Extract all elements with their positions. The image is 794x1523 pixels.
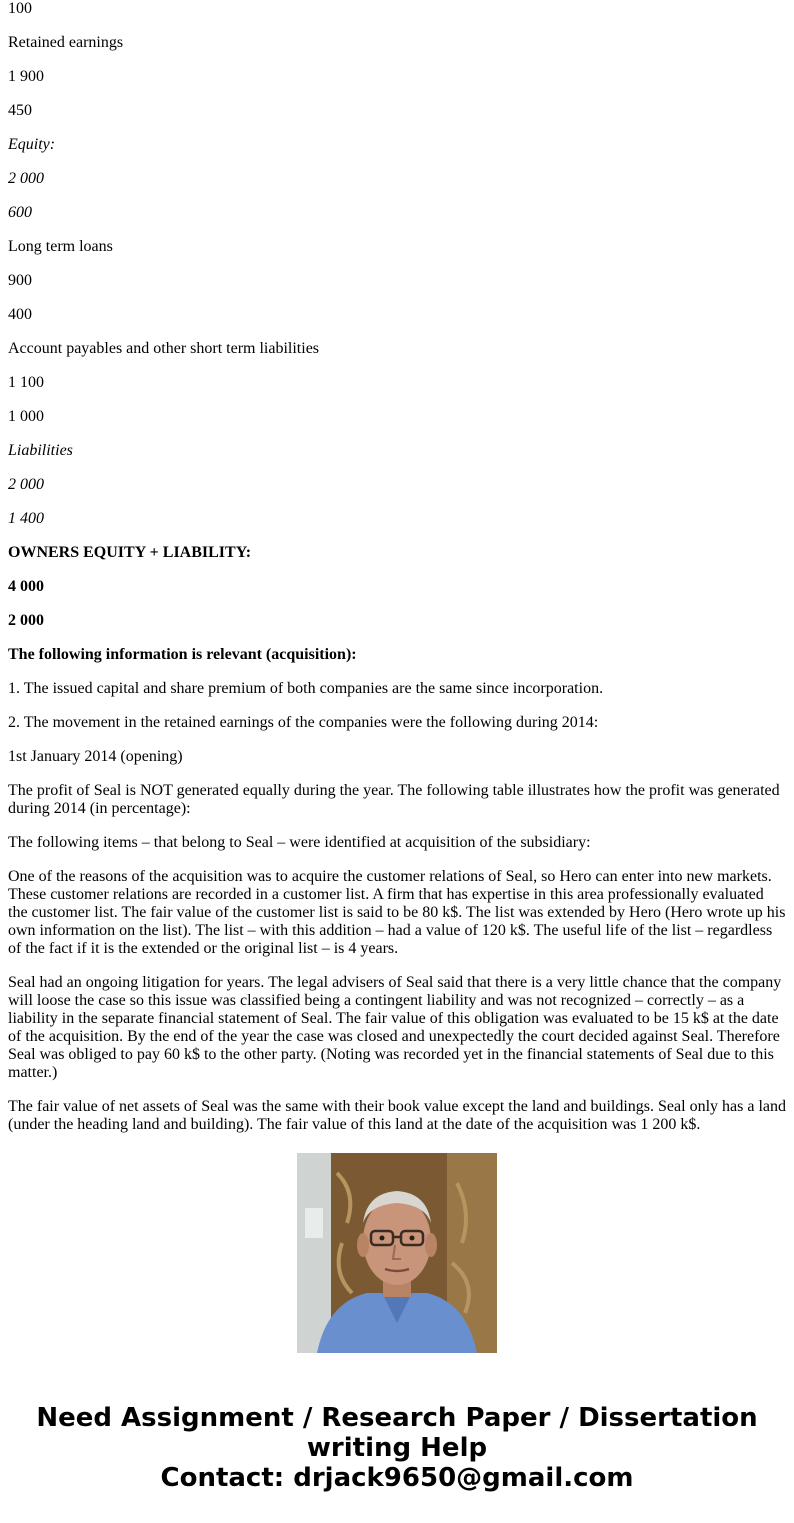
document-paragraph: Seal had an ongoing litigation for years. The legal advisers of Seal said that there is a very little chance that the company will loose the case so this issue was classified being a contingent liability and was not recognized – correctly – as a liability in the separate financial statement of Seal. The fair value of this obligation was evaluated to be 15 k$ at the date of the acquisition. By the end of the year the case was closed and unexpectedly the court decided against Seal. Therefore Seal was obliged to pay 60 k$ to the other party. (Noting was recorded yet in the financial statements of Seal due to this matter.) (8, 974, 782, 1081)
promo-contact-line[interactable]: Contact: drjack9650@gmail.com (160, 1463, 634, 1493)
promo-line-2: writing Help (306, 1433, 488, 1463)
document-paragraph: Liabilities (8, 442, 73, 459)
document-paragraph: The fair value of net assets of Seal was the same with their book value except the land and buildings. Seal only has a land (under the heading land and building). The fair value of this land at the date of the acquisition was 1 200 k$. (8, 1098, 786, 1133)
contact-banner (0, 1403, 794, 1493)
author-photo (297, 1153, 497, 1353)
document-paragraph: The following information is relevant (acquisition): (8, 646, 357, 663)
document-paragraph: 1 400 (8, 510, 44, 527)
document-paragraph: 4 000 (8, 578, 44, 595)
document-paragraph: 600 (8, 204, 32, 221)
document-paragraph: 2 000 (8, 612, 44, 629)
document-paragraph: 2 000 (8, 476, 44, 493)
document-paragraph: Long term loans (8, 238, 113, 255)
document-paragraph: 2. The movement in the retained earnings of the companies were the following during 2014: (8, 714, 599, 731)
document-paragraph: 1. The issued capital and share premium of both companies are the same since incorporation. (8, 680, 604, 697)
document-paragraph: 400 (8, 306, 32, 323)
document-paragraph: 1st January 2014 (opening) (8, 748, 183, 765)
document-paragraph: Retained earnings (8, 34, 124, 51)
document-body (8, 0, 786, 1133)
document-paragraph: 900 (8, 272, 32, 289)
document-paragraph: 2 000 (8, 170, 44, 187)
document-paragraph: The profit of Seal is NOT generated equally during the year. The following table illustrates how the profit was generated during 2014 (in percentage): (8, 782, 780, 817)
document-paragraph: 450 (8, 102, 32, 119)
document-paragraph: 100 (8, 0, 32, 17)
document-paragraph: 1 900 (8, 68, 44, 85)
document-paragraph: 1 000 (8, 408, 44, 425)
document-paragraph: OWNERS EQUITY + LIABILITY: (8, 544, 252, 561)
document-paragraph: Account payables and other short term liabilities (8, 340, 320, 357)
document-paragraph: The following items – that belong to Seal – were identified at acquisition of the subsidiary: (8, 834, 591, 851)
document-paragraph: 1 100 (8, 374, 44, 391)
document-paragraph: Equity: (8, 136, 56, 153)
promo-line-1: Need Assignment / Research Paper / Dissertation (36, 1403, 758, 1433)
document-paragraph: One of the reasons of the acquisition was to acquire the customer relations of Seal, so Hero can enter into new markets. These customer relations are recorded in a customer list. A firm that has expertise in this area professionally evaluated the customer list. The fair value of the customer list is said to be 80 k$. The list was extended by Hero (Hero wrote up his own information on the list). The list – with this addition – had a value of 120 k$. The useful life of the list – regardless of the fact if it is the extended or the original list – is 4 years. (8, 868, 786, 957)
